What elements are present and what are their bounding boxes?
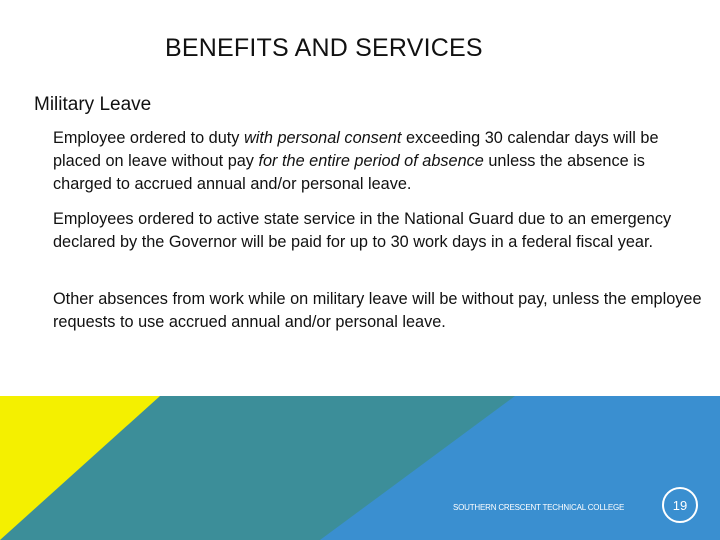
paragraph-text: unless the absence is charged to accrued annual and/or personal leave. bbox=[53, 152, 645, 193]
paragraph-consent-duty bbox=[53, 127, 703, 196]
paragraph-other-absences: Other absences from work while on military leave will be without pay, unless the employee requests to use accrued annual and/or personal leave. bbox=[53, 290, 702, 331]
paragraph-text: Employee ordered to duty bbox=[53, 129, 244, 147]
slide-title: BENEFITS AND SERVICES bbox=[165, 34, 483, 62]
section-heading: Military Leave bbox=[34, 94, 152, 115]
emphasis-text: with personal consent bbox=[243, 129, 402, 147]
paragraph-text: exceeding 30 calendar days will be placed on leave without pay bbox=[53, 129, 659, 170]
footer-college-name: SOUTHERN CRESCENT TECHNICAL COLLEGE bbox=[453, 503, 625, 512]
paragraph-national-guard: Employees ordered to active state service in the National Guard due to an emergency declared by the Governor will be paid for up to 30 work days in a federal fiscal year. bbox=[53, 210, 672, 251]
decorative-background-shapes bbox=[0, 396, 720, 540]
page-number-badge: 19 bbox=[662, 487, 698, 523]
emphasis-text: for the entire period of absence bbox=[258, 152, 484, 170]
